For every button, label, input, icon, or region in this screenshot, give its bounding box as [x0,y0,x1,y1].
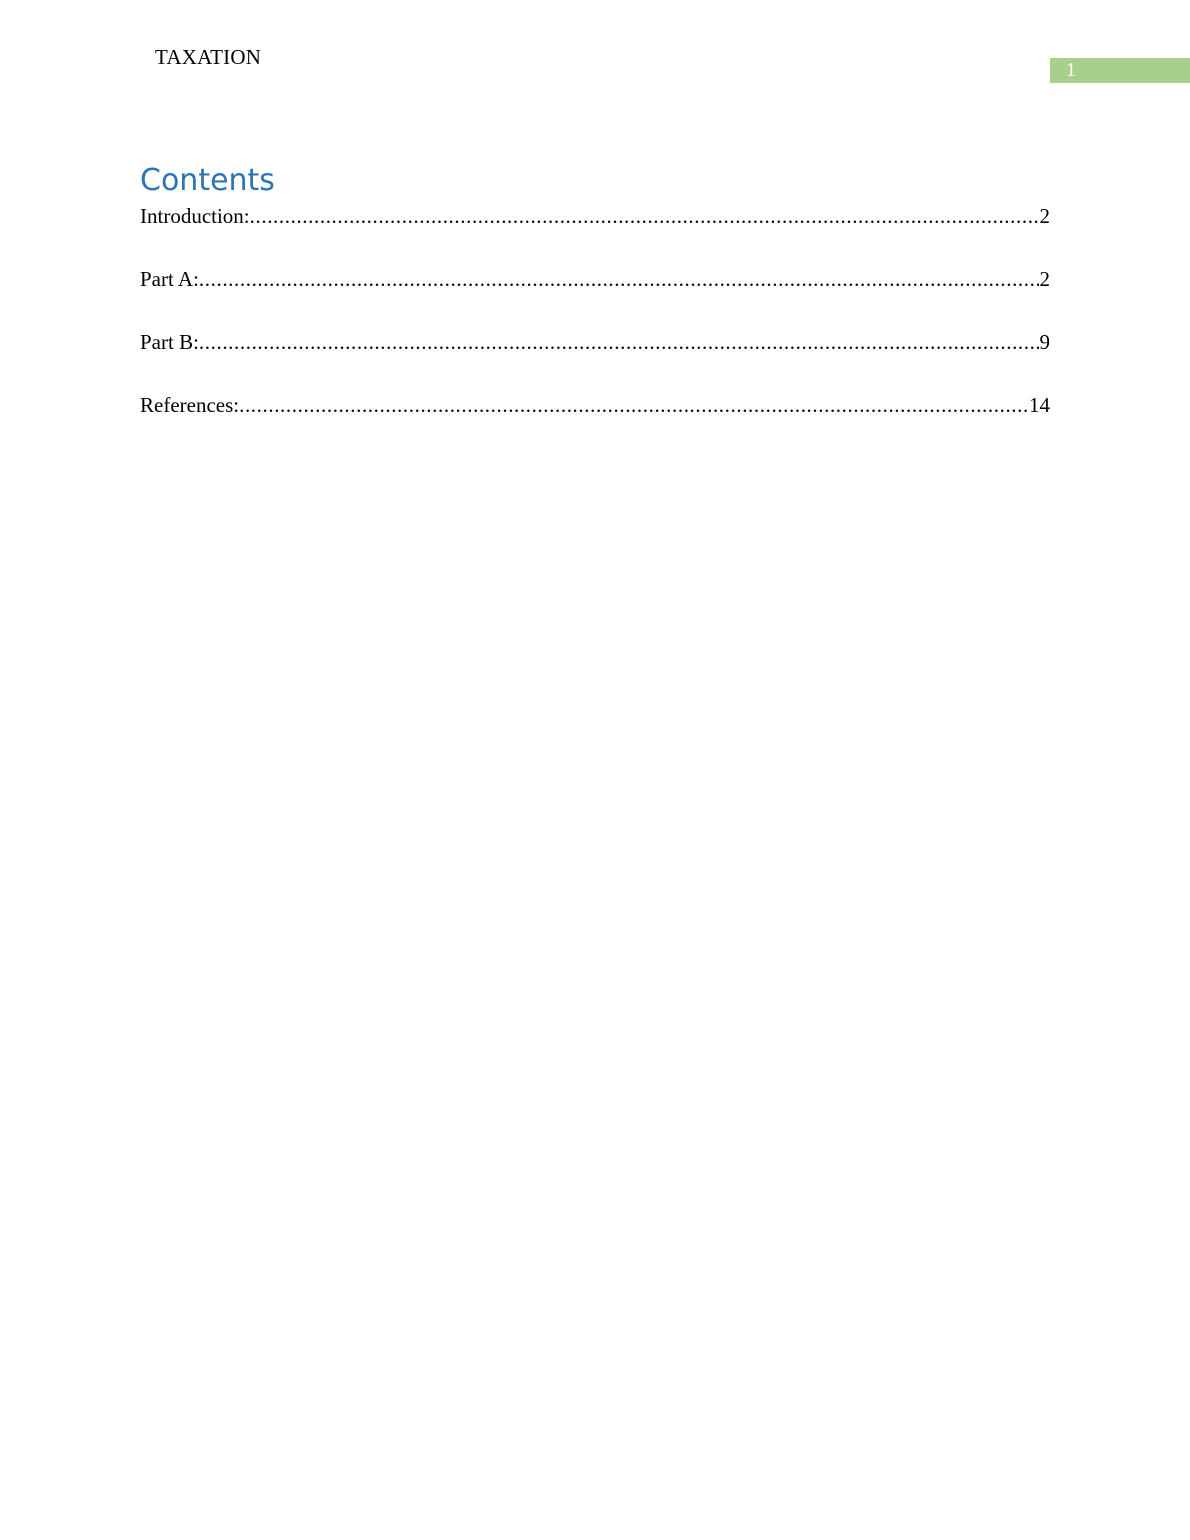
toc-entry-label: Part B: [140,330,199,354]
toc-dot-leader [199,328,1039,356]
toc-entry-introduction[interactable] [140,202,1050,230]
toc-entry-part-b[interactable] [140,328,1050,356]
toc-entry-page: 9 [1039,330,1050,354]
toc-heading: Contents [140,163,275,198]
toc-entry-label: Part A: [140,267,199,291]
table-of-contents [140,202,1050,454]
toc-entry-label: Introduction: [140,204,250,228]
toc-dot-leader [250,202,1039,230]
toc-entry-page: 2 [1039,267,1050,291]
running-header-title: TAXATION [155,45,262,69]
toc-dot-leader [199,265,1039,293]
page-number-tab [1050,58,1190,83]
page-number: 1 [1066,59,1076,81]
toc-dot-leader [239,391,1028,419]
toc-entry-references[interactable] [140,391,1050,419]
toc-entry-label: References: [140,393,240,417]
toc-entry-page: 14 [1029,393,1050,417]
toc-entry-page: 2 [1039,204,1050,228]
toc-entry-part-a[interactable] [140,265,1050,293]
